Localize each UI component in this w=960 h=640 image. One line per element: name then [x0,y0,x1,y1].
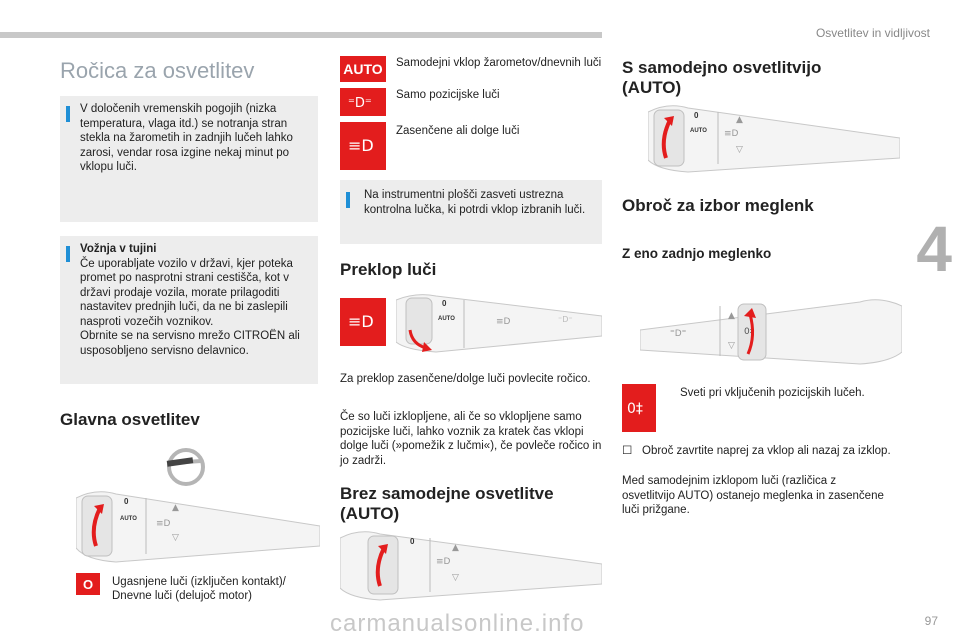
svg-text:≡D: ≡D [156,519,171,529]
svg-text:▽: ▽ [452,573,459,583]
stalk-illustration-auto [648,102,900,174]
stalk-o-label: 0 [694,111,699,120]
heading-obroc: Obroč za izbor meglenk [622,196,814,215]
section-label: Osvetlitev in vidljivost [815,26,930,40]
note-box-indicator [340,180,602,244]
svg-text:≡D: ≡D [724,129,739,139]
flash-icon [340,298,386,346]
svg-text:≡D: ≡D [496,317,511,327]
stalk-o-label: 0 [410,537,415,546]
note-abroad-title: Vožnja v tujini [80,243,157,255]
svg-text:⁼D⁼: ⁼D⁼ [558,315,573,324]
stalk-illustration-manual [340,528,602,602]
highbeam-symbol-icon [346,307,380,337]
lowbeam-label: Zasenčene ali dolge luči [396,125,520,137]
svg-text:0‡: 0‡ [744,327,755,337]
pull-arrow-icon [406,328,436,356]
svg-text:▲: ▲ [452,543,459,553]
steering-wheel-icon [163,447,209,487]
stalk-auto-label: AUTO [120,516,137,522]
sidelights-label: Samo pozicijske luči [396,89,500,101]
auto-icon: AUTO [340,56,386,82]
svg-text:≡D: ≡D [348,136,374,155]
heading-s-auto: S samodejno osvetlitvijo (AUTO) [622,58,822,97]
chapter-number: 4 [916,213,952,285]
svg-text:≡D: ≡D [436,557,451,567]
svg-text:▽: ▽ [736,145,743,155]
svg-text:▽: ▽ [172,533,179,543]
fog-instruction: Obroč zavrtite naprej za vklop ali nazaj za izklop. [642,445,891,457]
heading-brez: Brez samodejne osvetlitve (AUTO) [340,484,554,523]
info-marker [346,192,350,208]
note-text-indicator: Na instrumentni plošči zasveti ustrezna kontrolna lučka, ki potrdi vklop izbranih luči. [364,189,586,216]
header-rule [0,32,602,38]
note-box-abroad [60,236,318,384]
info-marker [66,106,70,122]
watermark: carmanualsonline.info [330,610,585,637]
page-title: Ročica za osvetlitev [60,58,255,83]
lowbeam-symbol-icon [346,131,380,161]
svg-text:▲: ▲ [736,115,743,125]
sidelights-symbol-icon [346,93,380,111]
heading-zadnjo: Z eno zadnjo meglenko [622,246,772,261]
auto-label: Samodejni vklop žarometov/dnevnih luči [396,57,602,69]
svg-text:▲: ▲ [172,503,179,513]
sidelights-icon [340,88,386,116]
stalk-o-label: 0 [442,299,447,308]
heading-glavna: Glavna osvetlitev [60,410,200,429]
info-marker [66,246,70,262]
svg-text:▲: ▲ [728,311,735,321]
rear-fog-icon [622,384,656,432]
svg-text:0‡: 0‡ [627,401,643,417]
svg-text:⁼D⁼: ⁼D⁼ [348,96,372,111]
stalk-illustration-fog [640,296,902,366]
preklop-paragraph-1: Za preklop zasenčene/dolge luči povlecite ročico. [340,373,591,385]
lowbeam-icon [340,122,386,170]
fog-auto-note: Med samodejnim izklopom luči (različica z osvetlitvijo AUTO) ostanejo meglenka in zasenčene luči prižgane. [622,475,884,516]
stalk-auto-label: AUTO [438,316,455,322]
svg-text:▽: ▽ [728,341,735,351]
note-text-fog: V določenih vremenskih pogojih (nizka temperatura, vlaga itd.) se notranja stran stekla na žarometih in zadnjih lučeh lahko zarosi, vendar rosa izgine nekaj minut po vklopu luči. [80,103,293,173]
off-label: Ugasnjene luči (izključen kontakt)/ Dnevne luči (delujoč motor) [112,576,286,602]
stalk-illustration-main [76,488,320,564]
rear-fog-label: Sveti pri vključenih pozicijskih lučeh. [680,387,865,399]
heading-preklop: Preklop luči [340,260,437,279]
svg-text:⁼D⁼: ⁼D⁼ [670,329,687,339]
bullet-marker: ☐ [622,445,633,457]
stalk-o-label: 0 [124,497,129,506]
stalk-auto-label: AUTO [690,128,707,134]
svg-text:≡D: ≡D [348,312,374,331]
preklop-paragraph-2: Če so luči izklopljene, ali če so vklopljene samo pozicijske luči, lahko voznik za kratek čas vklopi dolge luči (»pomežik z lučmi«), če povleče ročico in jo zadrži. [340,411,602,467]
off-icon: O [76,573,100,595]
note-box-fog [60,96,318,222]
page-number: 97 [924,614,938,628]
rear-fog-symbol-icon [627,396,651,420]
note-abroad-body: Če uporabljate vozilo v državi, kjer poteka promet po nasprotni strani cestišča, kot v državi prodaje vozila, morate prilagoditi nastavitev prednjih luči, da ne bi zaslepili nasproti vozečih voznikov. Obrnite se na servisno mrežo CITROËN ali usposobljeno servisno delavnico. [80,257,300,357]
